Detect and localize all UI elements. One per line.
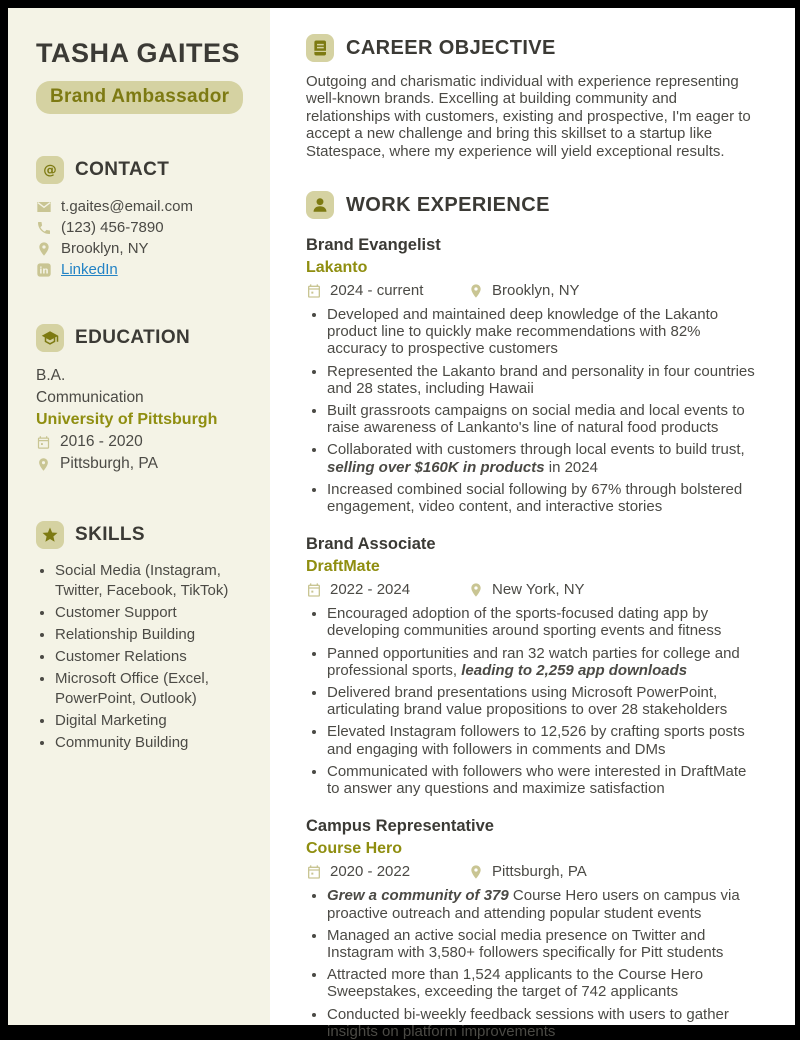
at-icon	[36, 156, 64, 184]
job-location: Brooklyn, NY	[492, 282, 580, 300]
work-experience-heading-row	[306, 191, 759, 219]
job-bullet: • Communicated with followers who were interested in DraftMate to answer any questions and maximize satisfaction	[327, 763, 759, 797]
skills-heading: SKILLS	[75, 524, 145, 545]
job-bullet: • Attracted more than 1,524 applicants to the Course Hero Sweepstakes, exceeding the target of 742 applicants	[327, 966, 759, 1000]
job-bullet: • Panned opportunities and ran 32 watch parties for college and professional sports, leading to 2,259 app downloads	[327, 645, 759, 679]
career-objective-heading: CAREER OBJECTIVE	[346, 36, 556, 59]
job-bullets	[306, 605, 759, 797]
job-bullet: • Managed an active social media presence on Twitter and Instagram with 3,580+ followers specifically for Pitt students	[327, 927, 759, 961]
job-title: Brand Associate	[306, 535, 436, 554]
job-entry	[306, 535, 759, 797]
resume-page	[8, 8, 795, 1040]
job-bullets	[306, 306, 759, 515]
location-icon	[36, 456, 52, 472]
calendar-icon	[306, 283, 322, 299]
sidebar	[8, 8, 270, 1025]
contact-item	[36, 259, 252, 280]
skill-item: • Relationship Building	[55, 625, 252, 645]
calendar-icon	[36, 434, 52, 450]
education-heading: EDUCATION	[75, 327, 191, 348]
contact-item	[36, 217, 252, 238]
skills-list	[36, 561, 252, 753]
job-title: Campus Representative	[306, 817, 494, 836]
job-entry	[306, 817, 759, 1040]
education-entry	[36, 365, 252, 475]
contact-text: t.gaites@email.com	[61, 198, 193, 215]
career-objective-section	[306, 34, 759, 160]
education-location-row	[36, 453, 252, 475]
education-school: University of Pittsburgh	[36, 411, 218, 428]
contact-text: Brooklyn, NY	[61, 240, 149, 257]
skill-item: • Digital Marketing	[55, 711, 252, 731]
skill-item: • Microsoft Office (Excel, PowerPoint, Outlook)	[55, 669, 252, 709]
job-bullet: • Increased combined social following by 67% through bolstered engagement, video content, and interactive stories	[327, 481, 759, 515]
education-section	[36, 324, 252, 475]
job-bullet: • Encouraged adoption of the sports-focused dating app by developing communities around sporting events and fitness	[327, 605, 759, 639]
linkedin-icon	[36, 262, 52, 278]
job-company: DraftMate	[306, 558, 380, 576]
skills-heading-row	[36, 521, 252, 549]
job-bullets	[306, 887, 759, 1040]
job-company: Course Hero	[306, 840, 403, 858]
contact-text: (123) 456-7890	[61, 219, 164, 236]
job-location: Pittsburgh, PA	[492, 863, 587, 881]
job-dates: 2022 - 2024	[330, 581, 411, 599]
skill-item: • Customer Relations	[55, 647, 252, 667]
contact-section	[36, 156, 252, 280]
calendar-icon	[306, 582, 322, 598]
job-bullet: • Elevated Instagram followers to 12,526 by crafting sports posts and engaging with followers in comments and DMs	[327, 723, 759, 757]
education-heading-row	[36, 324, 252, 352]
contact-heading: CONTACT	[75, 159, 170, 180]
jobs-list	[306, 236, 759, 1040]
job-meta-row	[306, 581, 759, 598]
work-experience-heading: WORK EXPERIENCE	[346, 193, 550, 216]
svg-text:in: in	[39, 265, 49, 276]
skill-item: • Customer Support	[55, 603, 252, 623]
contact-list	[36, 196, 252, 280]
education-field: Communication	[36, 389, 144, 406]
education-dates: 2016 - 2020	[60, 433, 143, 450]
candidate-name: TASHA GAITES	[36, 38, 241, 68]
main-content	[270, 8, 795, 1040]
book-icon	[306, 34, 334, 62]
star-icon	[36, 521, 64, 549]
location-icon	[36, 241, 52, 257]
job-entry	[306, 236, 759, 515]
location-icon	[468, 283, 484, 299]
contact-item	[36, 196, 252, 217]
job-bullet: • Developed and maintained deep knowledge of the Lakanto product line to quickly make recommendations with 82% accuracy to prospective customers	[327, 306, 759, 358]
job-bullet: • Grew a community of 379 Course Hero users on campus via proactive outreach and attending popular student events	[327, 887, 759, 921]
calendar-icon	[306, 864, 322, 880]
skill-item: • Social Media (Instagram, Twitter, Facebook, TikTok)	[55, 561, 252, 601]
person-icon	[306, 191, 334, 219]
job-location: New York, NY	[492, 581, 585, 599]
contact-heading-row	[36, 156, 252, 184]
phone-icon	[36, 220, 52, 236]
education-degree: B.A.	[36, 367, 66, 384]
job-bullet: • Built grassroots campaigns on social media and local events to raise awareness of Lankanto's line of natural food products	[327, 402, 759, 436]
svg-text:@: @	[43, 162, 57, 179]
contact-item	[36, 238, 252, 259]
career-objective-heading-row	[306, 34, 759, 62]
career-objective-text: Outgoing and charismatic individual with experience representing well-known brands. Excelling at building community and relationships with customers, existing and prospective, I'm eager to accept a new challenge and bring this skillset to a startup like Statespace, where my experience will yield exceptional results.	[306, 73, 751, 160]
job-meta-row	[306, 863, 759, 880]
skills-section	[36, 521, 252, 753]
job-company: Lakanto	[306, 259, 368, 277]
job-meta-row	[306, 282, 759, 299]
graduation-cap-icon	[36, 324, 64, 352]
job-bullet: • Delivered brand presentations using Microsoft PowerPoint, articulating brand value propositions to over 28 stakeholders	[327, 684, 759, 718]
job-bullet: • Represented the Lakanto brand and personality in four countries and 28 states, including Hawaii	[327, 363, 759, 397]
email-icon	[36, 199, 52, 215]
job-dates: 2020 - 2022	[330, 863, 411, 881]
skill-item: • Community Building	[55, 733, 252, 753]
job-dates: 2024 - current	[330, 282, 424, 300]
linkedin-link[interactable]: LinkedIn	[61, 261, 118, 278]
education-dates-row	[36, 431, 252, 453]
location-icon	[468, 582, 484, 598]
education-location: Pittsburgh, PA	[60, 455, 158, 472]
job-bullet: • Collaborated with customers through local events to build trust, selling over $160K in products in 2024	[327, 441, 759, 475]
job-bullet: • Conducted bi-weekly feedback sessions with users to gather insights on platform improvements	[327, 1006, 759, 1040]
job-title-badge: Brand Ambassador	[36, 81, 243, 114]
location-icon	[468, 864, 484, 880]
job-title: Brand Evangelist	[306, 236, 441, 255]
work-experience-section	[306, 191, 759, 1040]
